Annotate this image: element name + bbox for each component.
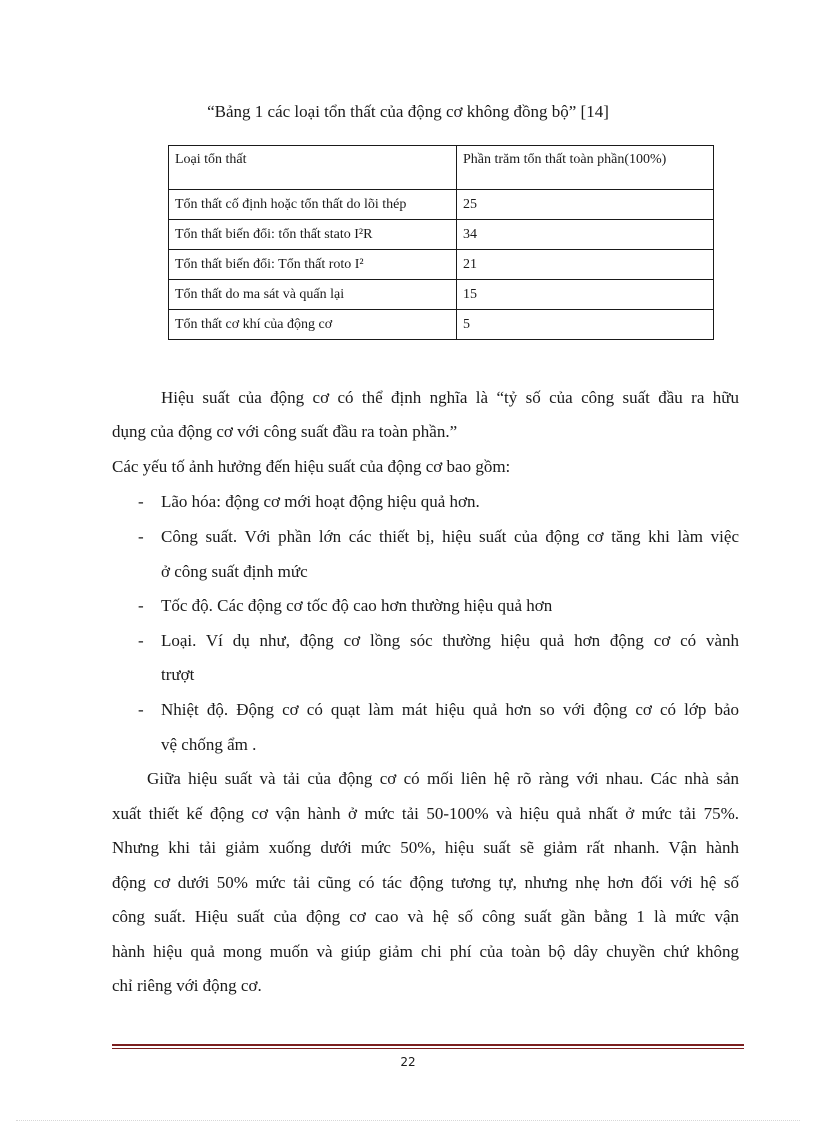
table-cell-percent: 25 — [457, 190, 714, 220]
paragraph-line: công suất. Hiệu suất của động cơ cao và hệ số công suất gần bằng 1 là mức vận — [112, 907, 739, 926]
table-cell-loss-type: Tổn thất do ma sát và quấn lại — [169, 280, 457, 310]
paragraph-line: Nhưng khi tải giảm xuống dưới mức 50%, hiệu suất sẽ giảm rất nhanh. Vận hành — [112, 838, 739, 857]
loss-table — [168, 145, 714, 340]
paragraph-line: Giữa hiệu suất và tải của động cơ có mối liên hệ rõ ràng với nhau. Các nhà sản — [147, 769, 739, 788]
bullet-marker: - — [138, 631, 144, 650]
bullet-item: Công suất. Với phần lớn các thiết bị, hiệu suất của động cơ tăng khi làm việc — [161, 527, 739, 546]
paragraph-line: Hiệu suất của động cơ có thể định nghĩa là “tỷ số của công suất đầu ra hữu — [161, 388, 739, 407]
bullet-item: Tốc độ. Các động cơ tốc độ cao hơn thường hiệu quả hơn — [161, 596, 553, 615]
table-caption: “Bảng 1 các loại tổn thất của động cơ không đồng bộ” [14] — [207, 102, 609, 121]
bullet-item-continuation: ở công suất định mức — [161, 562, 308, 581]
footer-rule-thin — [112, 1048, 744, 1049]
table-cell-percent: 15 — [457, 280, 714, 310]
table-cell-percent: 34 — [457, 220, 714, 250]
bullet-item-continuation: vệ chống ẩm . — [161, 735, 257, 754]
paragraph-line: chỉ riêng với động cơ. — [112, 976, 262, 995]
table-row — [169, 280, 714, 310]
bullet-marker: - — [138, 700, 144, 719]
table-cell-loss-type: Tổn thất biến đổi: tổn thất stato I²R — [169, 220, 457, 250]
paragraph-line: hành hiệu quả mong muốn và giúp giảm chi phí của toàn bộ dây chuyền chứ không — [112, 942, 739, 961]
bullet-marker: - — [138, 527, 144, 546]
bullet-marker: - — [138, 596, 144, 615]
table-cell-loss-type: Tổn thất cơ khí của động cơ — [169, 310, 457, 340]
factors-intro: Các yếu tố ảnh hưởng đến hiệu suất của động cơ bao gồm: — [112, 457, 511, 476]
bullet-marker: - — [138, 492, 144, 511]
page-number: 22 — [400, 1055, 416, 1069]
table-header-cell: Loại tổn thất — [169, 146, 457, 190]
paragraph-line: dụng của động cơ với công suất đầu ra toàn phần.” — [112, 422, 458, 441]
table-row — [169, 250, 714, 280]
bullet-item: Nhiệt độ. Động cơ có quạt làm mát hiệu quả hơn so với động cơ có lớp bảo — [161, 700, 739, 719]
table-cell-loss-type: Tổn thất cố định hoặc tổn thất do lõi thép — [169, 190, 457, 220]
table-cell-percent: 5 — [457, 310, 714, 340]
paragraph-line: xuất thiết kế động cơ vận hành ở mức tải 50-100% và hiệu quả nhất ở mức tải 75%. — [112, 804, 739, 823]
bullet-item: Loại. Ví dụ như, động cơ lồng sóc thường hiệu quả hơn động cơ có vành — [161, 631, 739, 650]
table-cell-percent: 21 — [457, 250, 714, 280]
bullet-item-continuation: trượt — [161, 665, 195, 684]
table-row — [169, 220, 714, 250]
footer-rule — [112, 1044, 744, 1046]
page-edge-divider — [16, 1120, 800, 1121]
paragraph-line: động cơ dưới 50% mức tải cũng có tác động tương tự, nhưng nhẹ hơn đối với hệ số — [112, 873, 739, 892]
table-header-row — [169, 146, 714, 190]
table-header-cell: Phần trăm tổn thất toàn phần(100%) — [457, 146, 714, 190]
table-row — [169, 190, 714, 220]
bullet-item: Lão hóa: động cơ mới hoạt động hiệu quả hơn. — [161, 492, 480, 511]
table-row — [169, 310, 714, 340]
table-cell-loss-type: Tổn thất biến đổi: Tổn thất roto I² — [169, 250, 457, 280]
